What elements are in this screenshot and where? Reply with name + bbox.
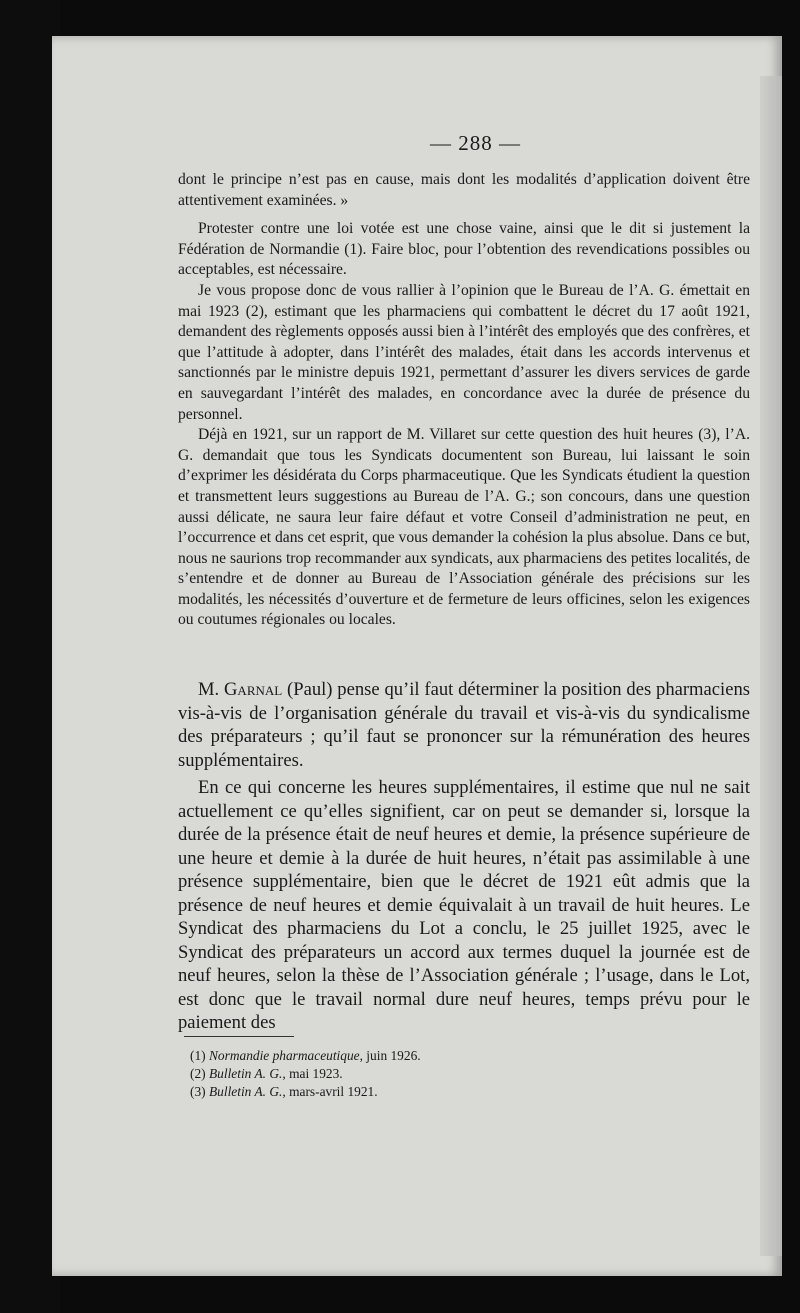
- footnote-detail: , mai 1923.: [282, 1066, 343, 1081]
- paragraph-protester: Protester contre une loi votée est une chose vaine, ainsi que le dit si justement la Fédération de Normandie (1). Faire bloc, pour l’obtention des revendications possibles ou acceptables, est nécessaire.: [178, 220, 750, 279]
- footnote: [190, 1047, 690, 1065]
- paragraph-proposal: Je vous propose donc de vous rallier à l’opinion que le Bureau de l’A. G. émettait en mai 1923 (2), estimant que les pharmaciens qui combattent le décret du 17 août 1921, demandent des règlements opposés aussi bien à l’intérêt des employés que des confrères, et que l’attitude à adopter, dans l’intérêt des malades, était dans les accords intervenus et sanctionnés par le ministre depuis 1921, permettant d’assurer les divers services de garde en sauvegardant l’intérêt des malades, en concordance avec la durée de présence du personnel.: [178, 281, 750, 423]
- footnote: [190, 1083, 690, 1101]
- footnote-number: (3): [190, 1084, 206, 1099]
- paragraph-garnal-text: (Paul) pense qu’il faut déterminer la position des pharmaciens vis-à-vis de l’organisation générale du travail et vis-à-vis du syndicalisme des préparateurs ; qu’il faut se prononcer sur la rémunération des heures supplémentaires.: [178, 679, 750, 771]
- paragraph-heures-supplementaires: En ce qui concerne les heures supplémentaires, il estime que nul ne sait actuellement ce qu’elles signifient, car on peut se demander si, lorsque la durée de la présence était de neuf heures et demie, la présence supérieure de une heure et demie à la durée de huit heures, n’était pas assimilable à une présence supplémentaire, bien que le décret de 1921 eût admis que la présence de neuf heures et demie équivalait à un travail de huit heures. Le Syndicat des pharmaciens du Lot a conclu, le 25 juillet 1925, avec le Syndicat des préparateurs un accord aux termes duquel la journée est de neuf heures, selon la thèse de l’Association générale ; l’usage, dans le Lot, est donc que le travail normal dure neuf heures, temps prévu pour le paiement des: [178, 777, 750, 1033]
- paragraph-villaret: Déjà en 1921, sur un rapport de M. Villaret sur cette question des huit heures (3), l’A. G. demandait que tous les Syndicats documentent son Bureau, lui laissant le soin d’exprimer les désidérata du Corps pharmaceutique. Que les Syndicats étudient la question et transmettent leurs suggestions au Bureau de l’A. G.; son concours, dans une question aussi délicate, ne saura leur faire défaut et votre Conseil d’administration ne peut, en l’occurrence et dans cet esprit, que vous demander la cohésion la plus absolue. Dans ce but, nous ne saurions trop recommander aux syndicats, aux pharmaciens des petites localités, de s’entendre et de donner au Bureau de l’Association générale des précisions sur les modalités, les nécessités d’ouverture et de fermeture de leurs officines, selon les exigences ou coutumes régionales ou locales.: [178, 426, 750, 629]
- scan-background: [0, 0, 60, 1313]
- page-number: — 288 —: [430, 131, 521, 155]
- paragraph-garnal: [178, 678, 750, 772]
- report-text-block: [178, 170, 750, 631]
- footnote-detail: , mars-avril 1921.: [282, 1084, 378, 1099]
- footnote-title: Bulletin A. G.: [208, 1084, 283, 1099]
- footnote-rule: [184, 1036, 294, 1037]
- footnotes: [190, 1047, 690, 1101]
- speaker-name: Garnal: [224, 679, 283, 700]
- speaker-prefix: M.: [198, 679, 224, 700]
- footnote-number: (2): [190, 1066, 206, 1081]
- discussion-text-block: [178, 678, 750, 1035]
- paragraph-continuation: dont le principe n’est pas en cause, mais dont les modalités d’application doivent être attentivement examinées. »: [178, 171, 750, 209]
- page-edge-shadow: [760, 76, 782, 1256]
- footnote-title: Normandie pharmaceutique: [208, 1048, 360, 1063]
- footnote-detail: , juin 1926.: [359, 1048, 421, 1063]
- footnote-title: Bulletin A. G.: [208, 1066, 283, 1081]
- footnote: [190, 1065, 690, 1083]
- footnote-number: (1): [190, 1048, 206, 1063]
